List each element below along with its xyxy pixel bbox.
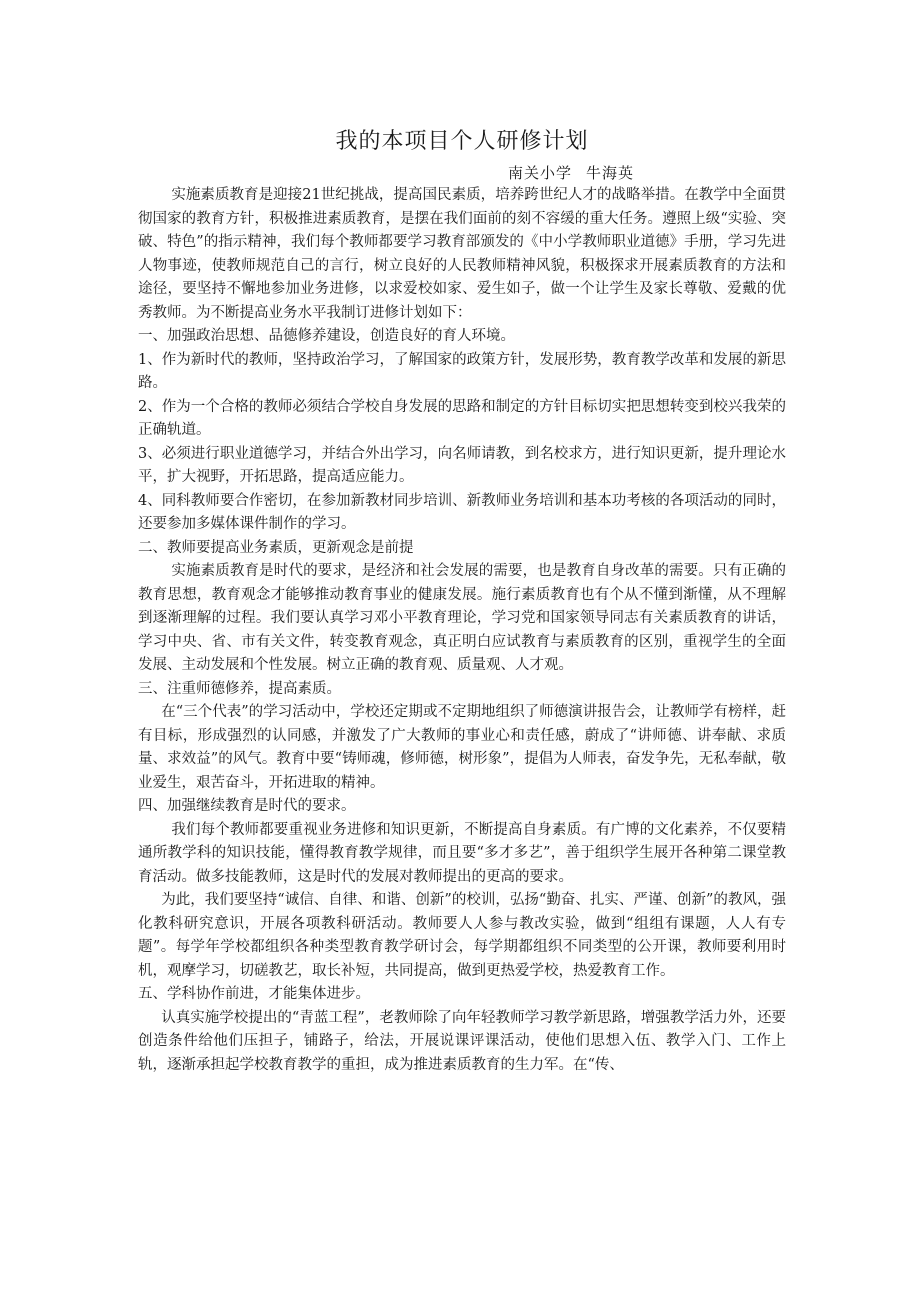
section-heading-5: 五、学科协作前进，才能集体进步。 xyxy=(138,986,370,1002)
list-item: 4、同科教师要合作密切，在参加新教材同步培训、新教师业务培训和基本功考核的各项活动的同时，还要参加多媒体课件制作的学习。 xyxy=(138,492,786,532)
section-heading-2: 二、教师要提高业务素质，更新观念是前提 xyxy=(138,539,414,556)
paragraph-intro: 实施素质教育是迎接21世纪挑战，提高国民素质，培养跨世纪人才的战略举措。在教学中全面贯彻国家的教育方针，积极推进素质教育，是摆在我们面前的刻不容缓的重大任务。遵照上级“实验、突破、特色”的指示精神，我们每个教师都要学习教育部颁发的《中小学教师职业道德》手册，学习先进人物事迹，使教师规范自己的言行，树立良好的人民教师精神风貌，积极探求开展素质教育的方法和途径，要坚持不懈地参加业务进修，以求爱校如家、爱生如子，做一个让学生及家长尊敬、爱戴的优秀教师。为不断提高业务水平我制订进修计划如下： xyxy=(138,187,786,321)
paragraph: 在“三个代表”的学习活动中，学校还定期或不定期地组织了师德演讲报告会，让教师学有榜样，赶有目标，形成强烈的认同感，并激发了广大教师的事业心和责任感，蔚成了“讲师德、讲奉献、求质量、求效益”的风气。教育中要“铸师魂，修师德，树形象”，提倡为人师表，奋发争先，无私奉献，敬业爱生，艰苦奋斗，开拓进取的精神。 xyxy=(138,704,786,791)
school-name: 南关小学 xyxy=(508,164,573,182)
list-item: 1、作为新时代的教师，坚持政治学习，了解国家的政策方针，发展形势，教育教学改革和发展的新思路。 xyxy=(138,351,786,391)
list-item: 2、作为一个合格的教师必须结合学校自身发展的思路和制定的方针目标切实把思想转变到校兴我荣的正确轨道。 xyxy=(138,398,786,438)
author-name: 牛海英 xyxy=(586,164,635,182)
paragraph: 认真实施学校提出的“青蓝工程”，老教师除了向年轻教师学习教学新思路，增强教学活力外，还要创造条件给他们压担子，铺路子，给法，开展说课评课活动，使他们思想入伍、教学入门、工作上轨，逐渐承担起学校教育教学的重担，成为推进素质教育的生力军。在“传、 xyxy=(138,1009,786,1073)
paragraph: 我们每个教师都要重视业务进修和知识更新，不断提高自身素质。有广博的文化素养，不仅要精通所教学科的知识技能，懂得教育教学规律，而且要“多才多艺”，善于组织学生展开各种第二课堂教育活动。做多技能教师，这是时代的发展对教师提出的更高的要求。 xyxy=(138,821,786,885)
list-item: 3、必须进行职业道德学习，并结合外出学习，向名师请教，到名校求方，进行知识更新，提升理论水平，扩大视野，开拓思路，提高适应能力。 xyxy=(138,445,786,485)
section-heading-1: 一、加强政治思想、品德修养建设，创造良好的育人环境。 xyxy=(138,328,515,344)
section-heading-4: 四、加强继续教育是时代的要求。 xyxy=(138,798,356,814)
document-body xyxy=(138,184,786,1077)
paragraph: 为此，我们要坚持“诚信、自律、和谐、创新”的校训，弘扬“勤奋、扎实、严谨、创新”的教风，强化教科研究意识，开展各项教科研活动。教师要人人参与教改实验，做到“组组有课题，人人有专题”。每学年学校都组织各种类型教育教学研讨会，每学期都组织不同类型的公开课，教师要利用时机，观摩学习，切磋教艺，取长补短，共同提高，做到更热爱学校，热爱教育工作。 xyxy=(138,892,786,979)
document-title: 我的本项目个人研修计划 xyxy=(335,129,589,154)
author-line xyxy=(508,162,634,183)
paragraph: 实施素质教育是时代的要求，是经济和社会发展的需要，也是教育自身改革的需要。只有正确的教育思想，教育观念才能够推动教育事业的健康发展。施行素质教育也有个从不懂到渐懂，从不理解到逐渐理解的过程。我们要认真学习邓小平教育理论，学习党和国家领导同志有关素质教育的讲话，学习中央、省、市有关文件，转变教育观念，真正明白应试教育与素质教育的区别，重视学生的全面发展、主动发展和个性发展。树立正确的教育观、质量观、人才观。 xyxy=(138,563,786,673)
section-heading-3: 三、注重师德修养，提高素质。 xyxy=(138,680,341,697)
